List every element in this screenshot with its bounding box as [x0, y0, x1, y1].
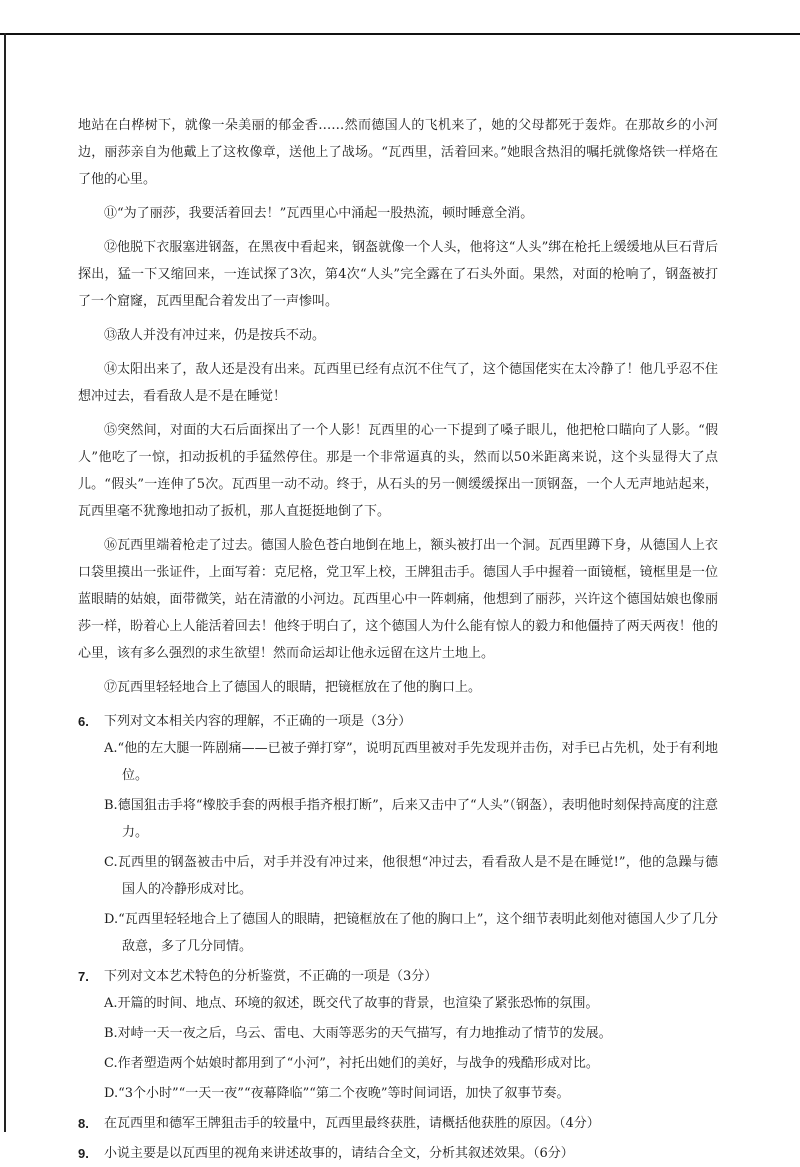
- question-stem: 小说主要是以瓦西里的视角来讲述故事的，请结合全文，分析其叙述效果。（6分）: [104, 1146, 574, 1161]
- passage-paragraph-13: ⑬敌人并没有冲过来，仍是按兵不动。: [104, 328, 326, 343]
- question-stem: 在瓦西里和德军王牌狙击手的较量中，瓦西里最终获胜，请概括他获胜的原因。（4分）: [104, 1116, 600, 1131]
- reading-passage: [78, 112, 718, 701]
- question-9: [78, 1140, 718, 1167]
- option-d: D.“瓦西里轻轻地合上了德国人的眼睛，把镜框放在了他的胸口上”，这个细节表明此刻他对德国人少了几分敌意，多了几分同情。: [104, 912, 718, 954]
- option-b: B.对峙一天一夜之后，乌云、雷电、大雨等恶劣的天气描写，有力地推动了情节的发展。: [104, 1026, 612, 1041]
- question-number: 8.: [78, 1116, 89, 1131]
- question-number: 7.: [78, 969, 89, 984]
- question-6: [78, 708, 718, 960]
- option-a: A.“他的左大腿一阵剧痛——已被子弹打穿”，说明瓦西里被对手先发现并击伤，对手已占先机，处于有利地位。: [104, 741, 718, 783]
- exam-page: [78, 112, 718, 1167]
- question-number: 9.: [78, 1146, 89, 1161]
- option-c: C.作者塑造两个姑娘时都用到了“小河”，衬托出她们的美好，与战争的残酷形成对比。: [104, 1056, 599, 1071]
- passage-paragraph-10-end: 地站在白桦树下，就像一朵美丽的郁金香……然而德国人的飞机来了，她的父母都死于轰炸。在那故乡的小河边，丽莎亲自为他戴上了这枚像章，送他上了战场。“瓦西里，活着回来。”她眼含热泪的嘱托就像烙铁一样烙在了他的心里。: [78, 118, 718, 187]
- passage-paragraph-15: ⑮突然间，对面的大石后面探出了一个人影！瓦西里的心一下提到了嗓子眼儿，他把枪口瞄向了人影。“假人”他吃了一惊，扣动扳机的手猛然停住。那是一个非常逼真的头，然而以50米距离来说，这个头显得大了点儿。“假头”一连伸了5次。瓦西里一动不动。终于，从石头的另一侧缓缓探出一顶钢盔，一个人无声地站起来，瓦西里毫不犹豫地扣动了扳机，那人直挺挺地倒了下。: [78, 423, 718, 519]
- option-b: B.德国狙击手将“橡胶手套的两根手指齐根打断”，后来又击中了“人头”（钢盔），表明他时刻保持高度的注意力。: [104, 798, 718, 840]
- passage-paragraph-17: ⑰瓦西里轻轻地合上了德国人的眼睛，把镜框放在了他的胸口上。: [104, 680, 482, 695]
- passage-paragraph-16: ⑯瓦西里端着枪走了过去。德国人脸色苍白地倒在地上，额头被打出一个洞。瓦西里蹲下身，从德国人上衣口袋里摸出一张证件，上面写着：克尼格，党卫军上校，王牌狙击手。德国人手中握着一面镜框，镜框里是一位蓝眼睛的姑娘，面带微笑，站在清澈的小河边。瓦西里心中一阵刺痛，他想到了丽莎，兴许这个德国姑娘也像丽莎一样，盼着心上人能活着回去！他终于明白了，这个德国人为什么能有惊人的毅力和他僵持了两天两夜！他的心里，该有多么强烈的求生欲望！然而命运却让他永远留在这片土地上。: [78, 538, 718, 661]
- question-list: [78, 708, 718, 1167]
- option-a: A.开篇的时间、地点、环境的叙述，既交代了故事的背景，也渲染了紧张恐怖的氛围。: [104, 996, 599, 1011]
- top-border-line: [0, 33, 800, 35]
- question-8: [78, 1110, 718, 1137]
- question-stem: 下列对文本相关内容的理解，不正确的一项是（3分）: [104, 714, 412, 729]
- option-c: C.瓦西里的钢盔被击中后，对手并没有冲过来，他很想“冲过去，看看敌人是不是在睡觉!”，他的急躁与德国人的冷静形成对比。: [104, 855, 718, 897]
- question-number: 6.: [78, 714, 89, 729]
- passage-paragraph-11: ⑪“为了丽莎，我要活着回去！”瓦西里心中涌起一股热流，顿时睡意全消。: [104, 206, 534, 221]
- question-stem: 下列对文本艺术特色的分析鉴赏，不正确的一项是（3分）: [104, 969, 438, 984]
- left-border-line: [4, 33, 6, 1132]
- passage-paragraph-12: ⑫他脱下衣服塞进钢盔，在黑夜中看起来，钢盔就像一个人头，他将这“人头”绑在枪托上缓缓地从巨石背后探出，猛一下又缩回来，一连试探了3次，第4次“人头”完全露在了石头外面。果然，对面的枪响了，钢盔被打了一个窟窿，瓦西里配合着发出了一声惨叫。: [78, 240, 718, 309]
- question-7: [78, 963, 718, 1107]
- passage-paragraph-14: ⑭太阳出来了，敌人还是没有出来。瓦西里已经有点沉不住气了，这个德国佬实在太冷静了！他几乎忍不住想冲过去，看看敌人是不是在睡觉！: [78, 362, 718, 404]
- option-d: D.“3个小时”“一天一夜”“夜幕降临”“第二个夜晚”等时间词语，加快了叙事节奏。: [104, 1086, 570, 1101]
